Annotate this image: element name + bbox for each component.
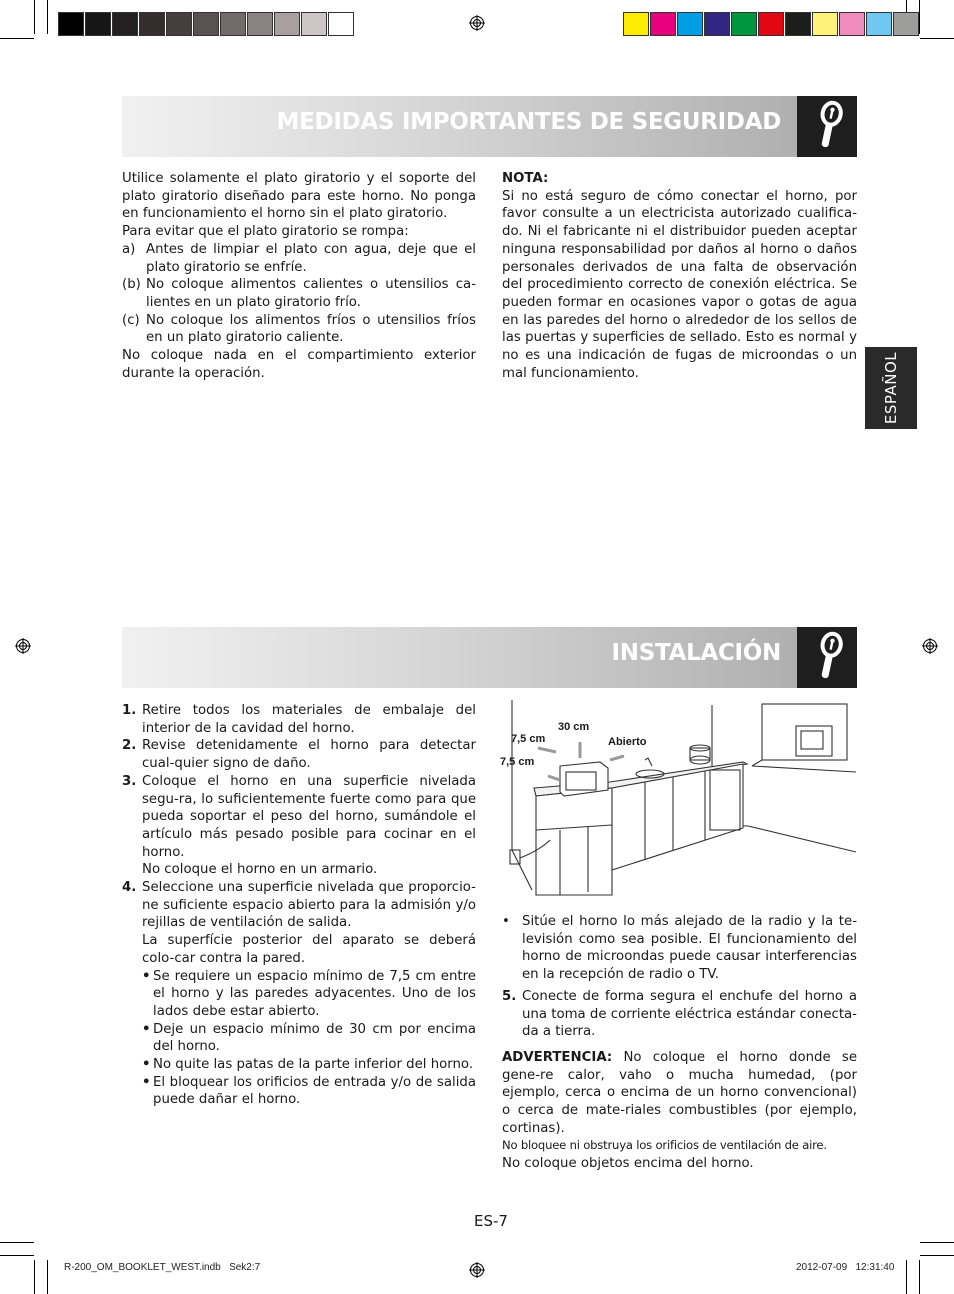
installation-left-column [122, 702, 476, 1109]
step-body [142, 773, 476, 879]
color-swatch [301, 12, 327, 36]
footer-filename: R-200_OM_BOOKLET_WEST.indb Sek2:7 [64, 1262, 261, 1273]
color-swatch [839, 12, 865, 36]
registration-mark-icon [15, 638, 31, 654]
list-text: No coloque alimentos calientes o utensilios ca-lientes en un plato giratorio frío. [146, 277, 476, 310]
step-number: 2. [122, 738, 137, 754]
step-extra: No coloque el horno en un armario. [142, 862, 378, 878]
step-item [502, 988, 857, 1041]
paragraph: Para evitar que el plato giratorio se rompa: [122, 224, 409, 240]
color-swatch [274, 12, 300, 36]
exclamation-icon [797, 96, 857, 157]
registration-mark-icon [922, 638, 938, 654]
color-swatch [758, 12, 784, 36]
color-swatch [166, 12, 192, 36]
bullet-icon: • [502, 914, 510, 929]
kitchen-installation-illustration [500, 700, 858, 900]
safety-left-column [122, 170, 476, 382]
section-banner-safety [122, 96, 857, 157]
exclamation-icon [797, 627, 857, 688]
warning-last: No coloque objetos encima del horno. [502, 1156, 754, 1172]
color-swatch [650, 12, 676, 36]
language-label: ESPAÑOL [882, 351, 900, 425]
bullet-text: Sitúe el horno lo más alejado de la radio y la te-levisión como sea posible. El funcionamiento del horno de microondas puede causar interferencias en la recepción de radio o TV. [522, 914, 857, 983]
color-swatch [677, 12, 703, 36]
step-extra: La superfície posterior del aparato se deberá colo-car contra la pared. [142, 933, 476, 966]
bullet-icon: • [142, 1057, 151, 1073]
list-text: Antes de limpiar el plato con agua, deje que el plato giratorio se enfríe. [146, 241, 476, 275]
step-item [122, 737, 476, 772]
bullet-item [142, 1074, 476, 1109]
color-swatch [139, 12, 165, 36]
list-label: (c) [122, 312, 140, 328]
bullet-text: El bloquear los orificios de entrada y/o de salida puede dañar el horno. [153, 1074, 476, 1108]
step-item [122, 879, 476, 1109]
note-heading: NOTA: [502, 171, 549, 186]
color-swatch [785, 12, 811, 36]
footer-timestamp: 2012-07-09 12:31:40 [796, 1262, 895, 1273]
paragraph: No coloque nada en el compartimiento exterior durante la operación. [122, 348, 476, 381]
step-text: Conecte de forma segura el enchufe del horno a una toma de corriente eléctrica estándar conecta-da a tierra. [522, 988, 857, 1040]
color-swatch [247, 12, 273, 36]
step-text: Seleccione una superficie nivelada que proporcio-ne suficiente espacio abierto para la admisión y/o rejillas de ventilación de salida. [142, 880, 476, 931]
list-item [122, 312, 476, 347]
bullet-item [142, 968, 476, 1021]
color-swatch [220, 12, 246, 36]
registration-mark-icon [469, 1262, 485, 1278]
safety-right-column [502, 170, 857, 382]
list-label: (b) [122, 277, 141, 293]
step-text: Retire todos los materiales de embalaje del interior de la cavidad del horno. [142, 703, 476, 736]
color-swatch [704, 12, 730, 36]
figure-label-side2: 7,5 cm [500, 756, 535, 768]
figure-label-side1: 7,5 cm [511, 733, 546, 745]
crop-mark [920, 1242, 954, 1243]
step-number: 1. [122, 703, 137, 718]
figure-label-open: Abierto [608, 736, 647, 748]
color-swatch [112, 12, 138, 36]
warning-small: No bloquee ni obstruya los orificios de ventilación de aire. [502, 1138, 827, 1153]
crop-mark [920, 1255, 954, 1256]
list-text: No coloque los alimentos fríos o utensilios fríos en un plato giratorio caliente. [146, 312, 476, 346]
bullet-item [142, 1056, 476, 1074]
step-item [122, 773, 476, 879]
bullet-text: Deje un espacio mínimo de 30 cm por encima del horno. [153, 1021, 476, 1055]
bullet-icon: • [142, 968, 151, 984]
crop-mark [920, 38, 954, 39]
step-number: 5. [502, 988, 517, 1004]
bullet-text: No quite las patas de la parte inferior del horno. [153, 1057, 474, 1073]
color-swatch [866, 12, 892, 36]
color-swatch [623, 12, 649, 36]
crop-mark [0, 1242, 34, 1243]
figure-label-top: 30 cm [558, 721, 590, 733]
bullet-item [502, 913, 857, 984]
registration-mark-icon [469, 15, 485, 31]
color-swatch [328, 12, 354, 36]
step-text: Revise detenidamente el horno para detectar cual-quier signo de daño. [142, 738, 476, 772]
bullet-icon: • [142, 1074, 151, 1090]
step-number: 4. [122, 880, 137, 896]
list-label: a) [122, 241, 136, 257]
crop-mark [47, 1260, 48, 1294]
paragraph: Utilice solamente el plato giratorio y el soporte del plato giratorio diseñado para este horno. No ponga en funcionamiento el horno sin el plato giratorio. [122, 171, 476, 222]
warning-heading: ADVERTENCIA: [502, 1049, 613, 1065]
bullet-icon: • [142, 1021, 151, 1037]
list-item [122, 241, 476, 276]
grayscale-color-bar [58, 12, 355, 35]
bullet-item [142, 1021, 476, 1056]
crop-mark [0, 38, 34, 39]
page-number: ES-7 [474, 1212, 508, 1230]
crop-mark [47, 0, 48, 34]
step-text: Coloque el horno en una superficie nivelada segu-ra, lo suficientemente fuerte como para que pueda soportar el peso del horno, sumándole el artículo más pesado posible para cocinar en el horno. [142, 773, 476, 860]
color-swatch [893, 12, 919, 36]
color-swatch [58, 12, 84, 36]
crop-mark [919, 1260, 920, 1294]
section-title: INSTALACIÓN [611, 640, 781, 666]
color-swatch [85, 12, 111, 36]
color-calibration-bar [623, 12, 920, 35]
step-body [142, 879, 476, 1109]
warning-paragraph [502, 1049, 857, 1138]
installation-right-column [502, 913, 857, 1173]
language-tab [865, 347, 917, 429]
color-swatch [812, 12, 838, 36]
section-banner-installation [122, 627, 857, 688]
crop-mark [0, 1255, 34, 1256]
step-item [122, 702, 476, 737]
note-text: Si no está seguro de cómo conectar el horno, por favor consulte a un electricista autorizado cualifica-do. Ni el fabricante ni el distribuidor pueden aceptar ninguna responsabilidad por daños al horno o daños personales derivados de una falta de observación del procedimiento correcto de conexión eléctrica. Se pueden formar en ocasiones vapor o gotas de agua en las paredes del horno o alrededor de los sellos de las puertas y superficies de sellado. Esto es normal y no es una indicación de fugas de microondas o un mal funcionamiento. [502, 188, 857, 381]
crop-mark [34, 0, 35, 34]
list-item [122, 276, 476, 311]
section-title: MEDIDAS IMPORTANTES DE SEGURIDAD [276, 109, 781, 135]
bullet-text: Se requiere un espacio mínimo de 7,5 cm entre el horno y las paredes adyacentes. Uno de los lados debe estar abierto. [153, 968, 476, 1019]
step-number: 3. [122, 773, 137, 789]
crop-mark [34, 1260, 35, 1294]
warning-text: No coloque el horno donde se gene-re calor, vaho o mucha humedad, (por ejemplo, cerca o encima de un horno convencional) o cerca de mate-riales combustibles (por ejemplo, cortinas). [502, 1049, 857, 1136]
color-swatch [731, 12, 757, 36]
crop-mark [906, 1260, 907, 1294]
color-swatch [193, 12, 219, 36]
